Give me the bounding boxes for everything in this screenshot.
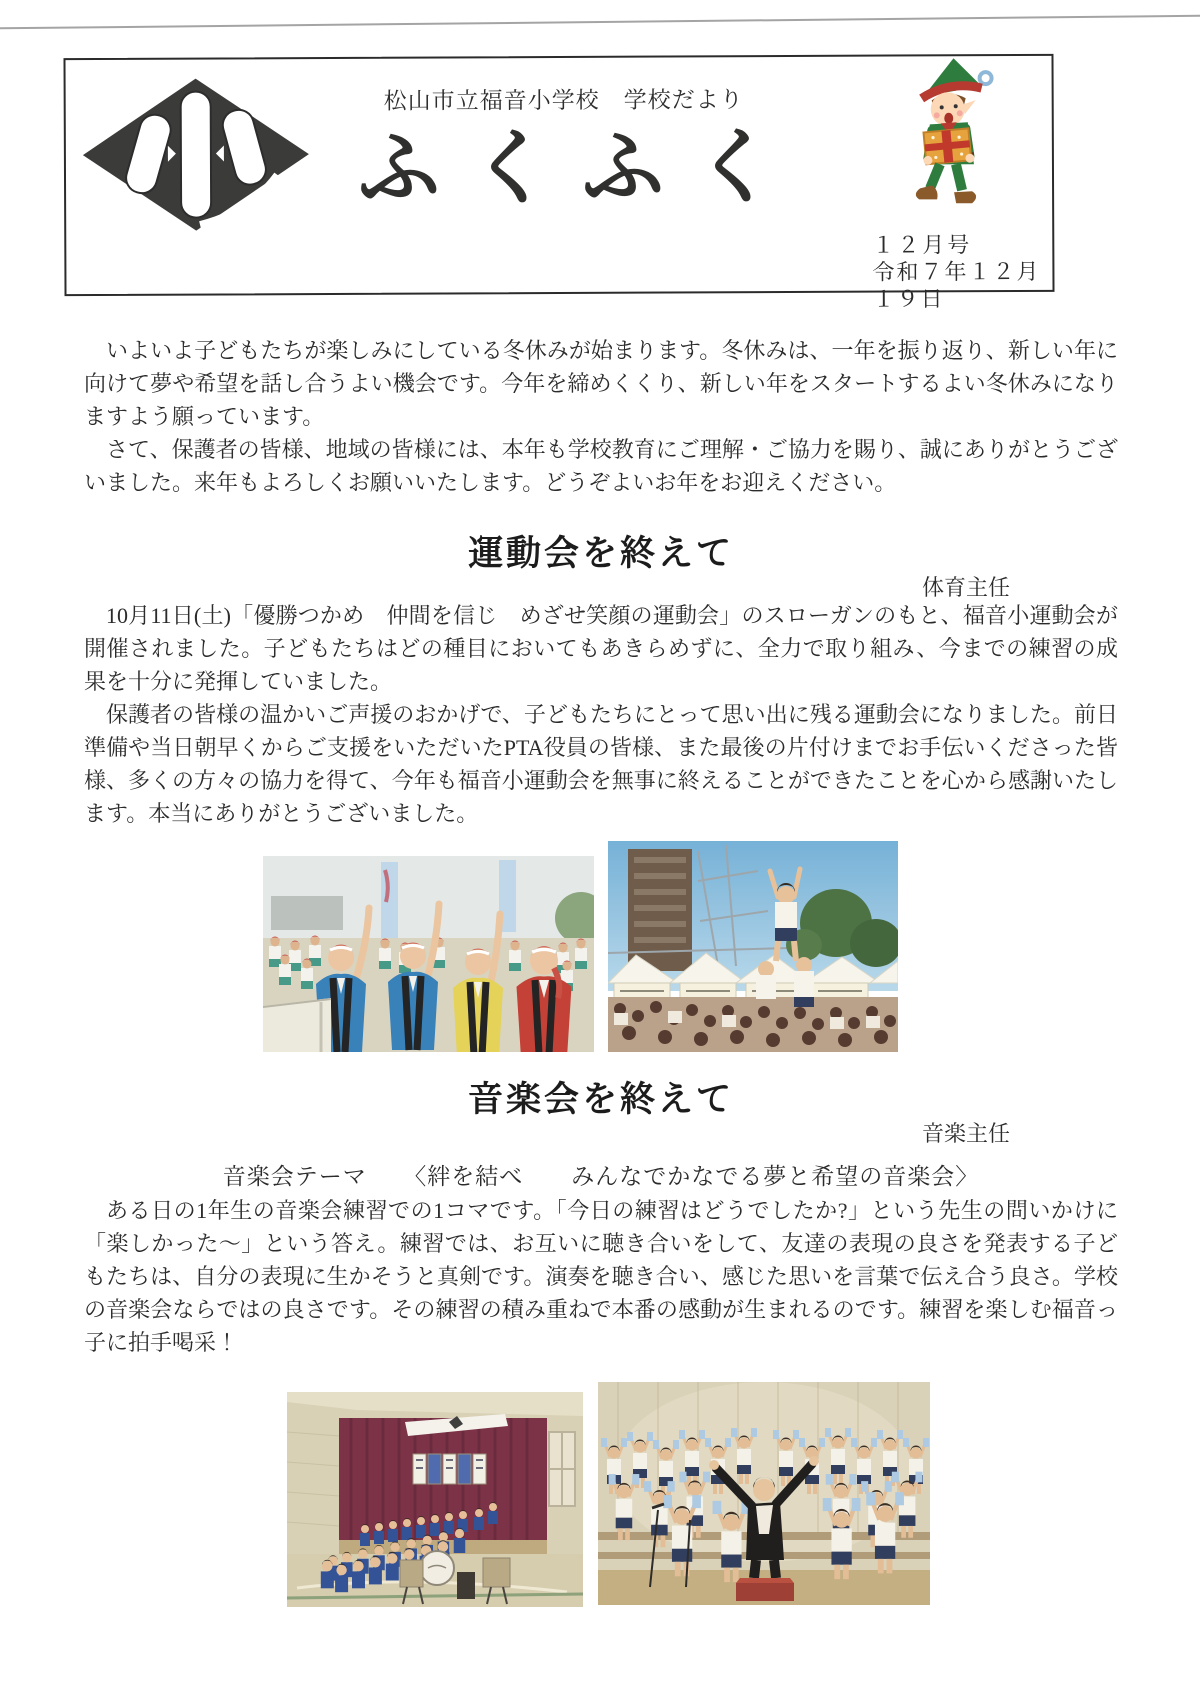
intro-text [84, 334, 1118, 499]
intro-paragraph-2: さて、保護者の皆様、地域の皆様には、本年も学校教育にご理解・ご協力を賜り、誠にありがとうございました。来年もよろしくお願いいたします。どうぞよいお年をお迎えください。 [84, 437, 1118, 495]
school-name-line: 松山市立福音小学校 学校だより [383, 86, 744, 114]
sports-byline: 体育主任 [921, 575, 1010, 600]
photo-music-choir [287, 1392, 583, 1607]
scan-artifact-line [0, 15, 1200, 30]
sports-paragraph-2: 保護者の皆様の温かいご声援のおかげで、子どもたちにとって思い出に残る運動会になりました。前日準備や当日朝早くからご支援をいただいたPTA役員の皆様、また最後の片付けまでお手伝いくださった皆様、多くの方々の協力を得て、今年も福音小運動会を無事に終えることができたことを心から感謝いたします。本当にありがとうございました。 [84, 702, 1118, 826]
music-text [84, 1194, 1118, 1359]
music-theme-line: 音楽会テーマ 〈絆を結べ みんなでかなでる夢と希望の音楽会〉 [222, 1164, 980, 1189]
issue-date-block [872, 232, 1052, 313]
masthead [63, 54, 1054, 312]
issue-label: １２月号 [872, 232, 973, 258]
school-emblem-icon [80, 75, 313, 234]
sports-section-heading: 運動会を終えて [467, 534, 734, 573]
photo-sports-jump [608, 841, 898, 1052]
newsletter-title: ふくふく [357, 121, 807, 215]
christmas-elf-icon [889, 52, 1008, 213]
music-paragraph-1: ある日の1年生の音楽会練習での1コマです。「今日の練習はどうでしたか?」という先生の問いかけに「楽しかった～」という答え。練習では、お互いに聴き合いをして、友達の表現の良さを発表する子どもたちは、自分の表現に生かそうと真剣です。演奏を聴き合い、感じた思いを言葉で伝え合う良さ。学校の音楽会ならではの良さです。その練習の積み重ねで本番の感動が生まれるのです。練習を楽しむ福音っ子に拍手喝采！ [84, 1198, 1118, 1355]
music-byline: 音楽主任 [921, 1121, 1010, 1146]
sports-text [84, 599, 1118, 830]
photo-sports-opening [263, 856, 594, 1052]
sports-paragraph-1: 10月11日(土)「優勝つかめ 仲間を信じ めざせ笑顔の運動会」のスローガンのもと、福音小運動会が開催されました。子どもたちはどの種目においてもあきらめずに、全力で取り組み、今までの練習の成果を十分に発揮していました。 [84, 603, 1118, 694]
photo-music-finale [598, 1382, 930, 1605]
music-section-heading: 音楽会を終えて [467, 1080, 734, 1119]
issue-date: 令和７年１２月１９日 [872, 258, 1041, 312]
intro-paragraph-1: いよいよ子どもたちが楽しみにしている冬休みが始まります。冬休みは、一年を振り返り、新しい年に向けて夢や希望を話し合うよい機会です。今年を締めくくり、新しい年をスタートするよい冬休みになりますよう願っています。 [84, 338, 1118, 429]
